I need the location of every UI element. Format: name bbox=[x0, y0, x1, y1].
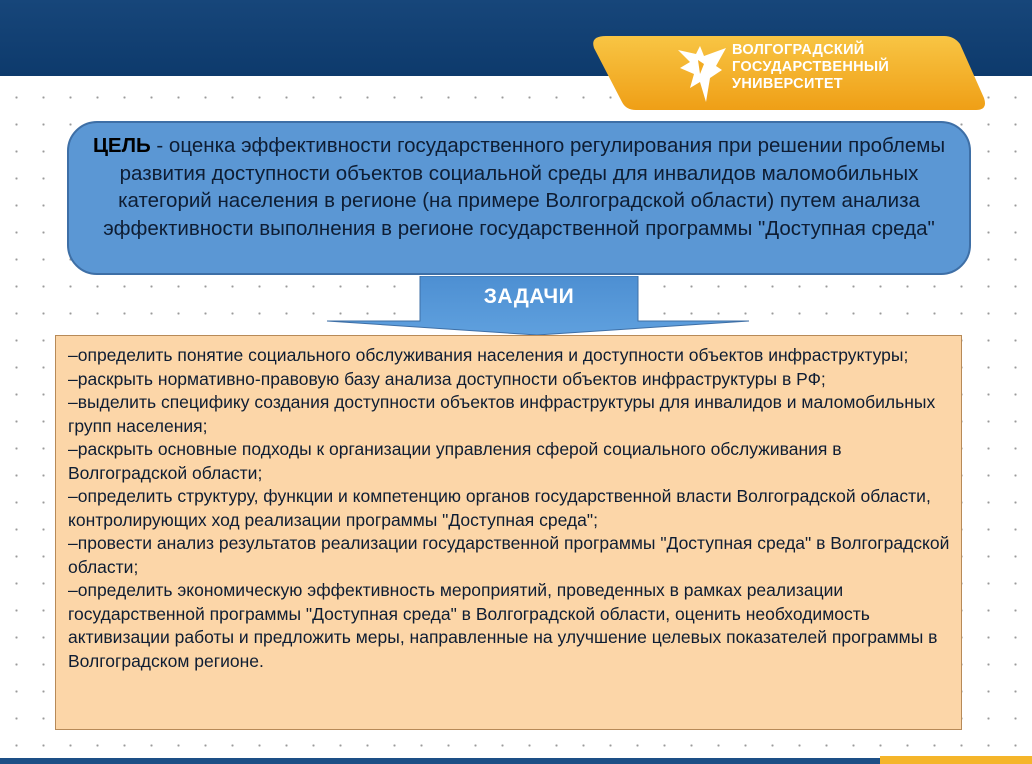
logo-line-3: УНИВЕРСИТЕТ bbox=[732, 76, 843, 92]
task-item-1: –определить понятие социального обслуживания населения и доступности объектов инфраструктуры; bbox=[68, 345, 909, 365]
goal-text: - оценка эффективности государственного регулирования при решении проблемы развития доступности объектов социальной среды для инвалидов маломобильных категорий населения в регионе (на примере Волгоградской области) путем анализа эффективности выполнения в регионе государственной программы "Доступная среда" bbox=[103, 134, 946, 240]
university-name bbox=[732, 42, 952, 93]
logo-line-1: ВОЛГОГРАДСКИЙ bbox=[732, 42, 865, 58]
goal-box bbox=[67, 121, 971, 275]
footer-stripe-yellow bbox=[880, 756, 1032, 764]
task-item-3: –выделить специфику создания доступности объектов инфраструктуры для инвалидов и маломобильных групп населения; bbox=[68, 392, 936, 436]
task-item-4: –раскрыть основные подходы к организации управления сферой социального обслуживания в Волгоградской области; bbox=[68, 439, 842, 483]
footer-stripe-blue bbox=[0, 758, 1032, 764]
goal-label: ЦЕЛЬ bbox=[92, 134, 151, 157]
task-item-2: –раскрыть нормативно-правовую базу анализа доступности объектов инфраструктуры в РФ; bbox=[68, 368, 826, 389]
task-item-7: –определить экономическую эффективность мероприятий, проведенных в рамках реализации государственной программы "Доступная среда" в Волгоградской области, оценить необходимость активизации работы и предложить меры, направленные на улучшение целевых показателей программы в Волгоградском регионе. bbox=[68, 580, 938, 671]
task-item-5: –определить структуру, функции и компетенцию органов государственной власти Волгоградской области, контролирующих ход реализации программы "Доступная среда"; bbox=[68, 486, 931, 530]
logo-line-2: ГОСУДАРСТВЕННЫЙ bbox=[732, 59, 890, 75]
footer-band bbox=[0, 750, 1032, 764]
university-emblem-icon bbox=[676, 44, 728, 104]
tasks-box bbox=[55, 335, 962, 730]
tasks-title: ЗАДАЧИ bbox=[483, 285, 575, 308]
task-item-6: –провести анализ результатов реализации государственной программы "Доступная среда" в Волгоградской области; bbox=[68, 533, 950, 577]
